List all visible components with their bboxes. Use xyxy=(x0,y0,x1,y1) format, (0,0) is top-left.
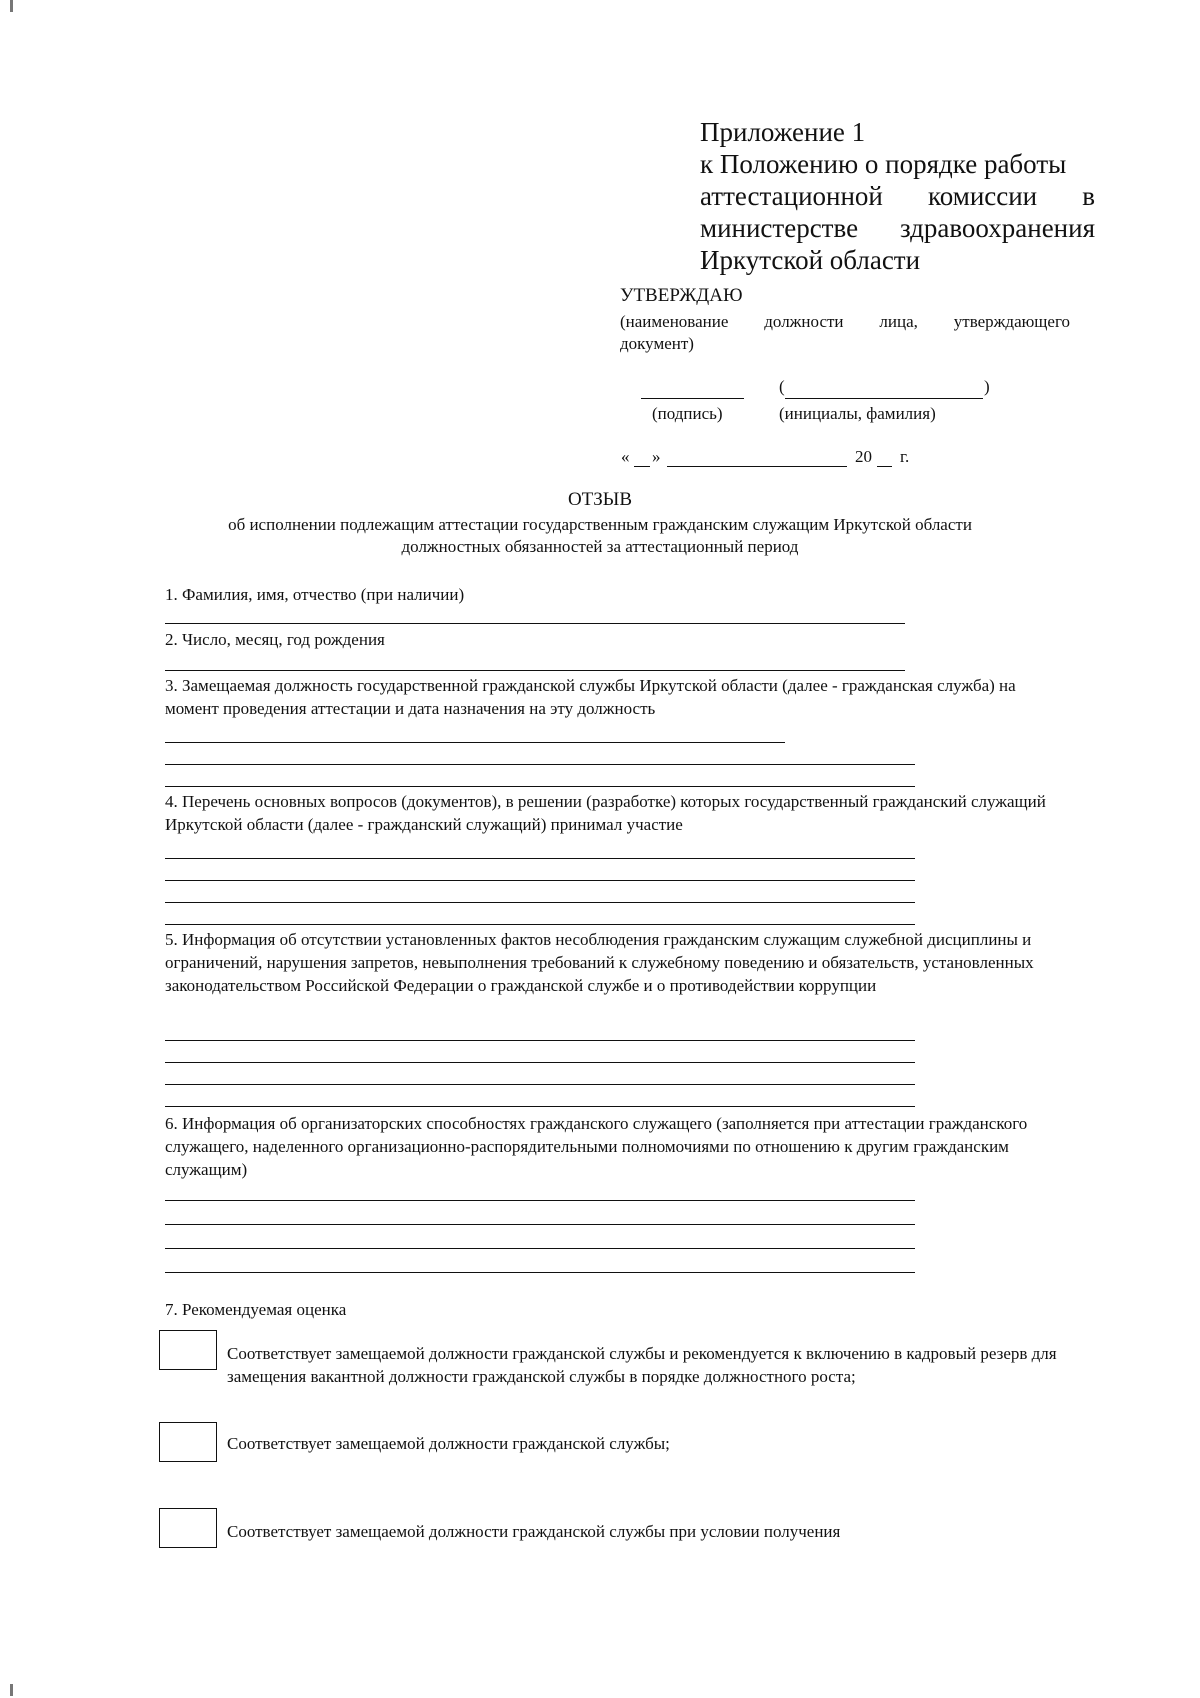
item-6-label: 6. Информация об организаторских способностях гражданского служащего (заполняется при аттестации гражданского служащего, наделенного организационно-распорядительными полномочиями по отношению к другим гражданским служащим) xyxy=(165,1114,1028,1179)
approval-note-line-2: документ) xyxy=(620,334,694,353)
item-5-fill-line-3[interactable] xyxy=(165,1084,915,1085)
option-2-text: Соответствует замещаемой должности гражданской службы; xyxy=(227,1434,670,1453)
date-year-line[interactable] xyxy=(877,466,892,467)
item-5-fill-line-4[interactable] xyxy=(165,1106,915,1107)
option-3-text: Соответствует замещаемой должности гражданской службы при условии получения xyxy=(227,1522,841,1541)
appendix-block xyxy=(700,116,1095,276)
date-year-prefix: 20 xyxy=(855,447,872,466)
item-5-fill-line-2[interactable] xyxy=(165,1062,915,1063)
option-1-text: Соответствует замещаемой должности гражданской службы и рекомендуется к включению в кадровый резерв для замещения вакантной должности гражданской службы в порядке должностного роста; xyxy=(227,1344,1057,1386)
date-year-suffix: г. xyxy=(900,447,910,466)
item-2-fill-line[interactable] xyxy=(165,670,905,671)
item-4-fill-line-4[interactable] xyxy=(165,924,915,925)
initials-label: (инициалы, фамилия) xyxy=(779,404,936,423)
item-6-fill-line-3[interactable] xyxy=(165,1248,915,1249)
appendix-line-4: Иркутской области xyxy=(700,245,921,275)
item-2-label: 2. Число, месяц, год рождения xyxy=(165,630,385,649)
item-1-fill-line[interactable] xyxy=(165,623,905,624)
appendix-line-1: к Положению о порядке работы xyxy=(700,149,1067,179)
option-1-checkbox[interactable] xyxy=(159,1330,217,1370)
scan-edge-mark-top xyxy=(10,0,13,12)
appendix-line-2: аттестационной комиссии в xyxy=(700,181,1095,211)
scan-edge-mark-bottom xyxy=(10,1684,13,1696)
item-3-fill-line-1[interactable] xyxy=(165,742,785,743)
initials-close-paren: ) xyxy=(984,377,990,396)
document-subtitle xyxy=(120,514,1080,558)
document-subtitle-line-1: об исполнении подлежащим аттестации государственным гражданским служащим Иркутской области xyxy=(228,515,972,534)
initials-line[interactable] xyxy=(785,398,983,399)
date-month-line[interactable] xyxy=(667,466,847,467)
appendix-line-3: министерстве здравоохранения xyxy=(700,213,1095,243)
approval-heading: УТВЕРЖДАЮ xyxy=(620,285,743,306)
appendix-title: Приложение 1 xyxy=(700,117,866,147)
date-day-line[interactable] xyxy=(634,466,650,467)
item-6-fill-line-1[interactable] xyxy=(165,1200,915,1201)
initials-open-paren: ( xyxy=(779,377,785,396)
signature-label: (подпись) xyxy=(652,404,723,423)
item-5-label: 5. Информация об отсутствии установленных фактов несоблюдения гражданским служащим служебной дисциплины и ограничений, нарушения запретов, невыполнения требований к служебному поведению и обязательств, установленных законодательством Российской Федерации о гражданской службе и о противодействии коррупции xyxy=(165,930,1034,995)
item-3-fill-line-3[interactable] xyxy=(165,786,915,787)
item-7-label: 7. Рекомендуемая оценка xyxy=(165,1300,347,1319)
option-2-checkbox[interactable] xyxy=(159,1422,217,1462)
item-5-fill-line-1[interactable] xyxy=(165,1040,915,1041)
item-3-label: 3. Замещаемая должность государственной гражданской службы Иркутской области (далее - гражданская служба) на момент проведения аттестации и дата назначения на эту должность xyxy=(165,676,1016,718)
date-quote-close: » xyxy=(652,447,661,466)
item-1-label: 1. Фамилия, имя, отчество (при наличии) xyxy=(165,585,465,604)
item-4-label: 4. Перечень основных вопросов (документов), в решении (разработке) которых государственный гражданский служащий Иркутской области (далее - гражданский служащий) принимал участие xyxy=(165,792,1046,834)
document-title: ОТЗЫВ xyxy=(567,489,633,510)
signature-line[interactable] xyxy=(641,398,744,399)
item-4-fill-line-1[interactable] xyxy=(165,858,915,859)
item-4-fill-line-2[interactable] xyxy=(165,880,915,881)
item-6-fill-line-2[interactable] xyxy=(165,1224,915,1225)
item-3-fill-line-2[interactable] xyxy=(165,764,915,765)
document-subtitle-line-2: должностных обязанностей за аттестационный период xyxy=(401,537,799,556)
item-4-fill-line-3[interactable] xyxy=(165,902,915,903)
item-6-fill-line-4[interactable] xyxy=(165,1272,915,1273)
option-3-checkbox[interactable] xyxy=(159,1508,217,1548)
approval-note-line-1: (наименование должности лица, утверждающего xyxy=(620,312,1070,331)
approval-note xyxy=(620,311,1070,355)
date-quote-open: « xyxy=(621,447,630,466)
